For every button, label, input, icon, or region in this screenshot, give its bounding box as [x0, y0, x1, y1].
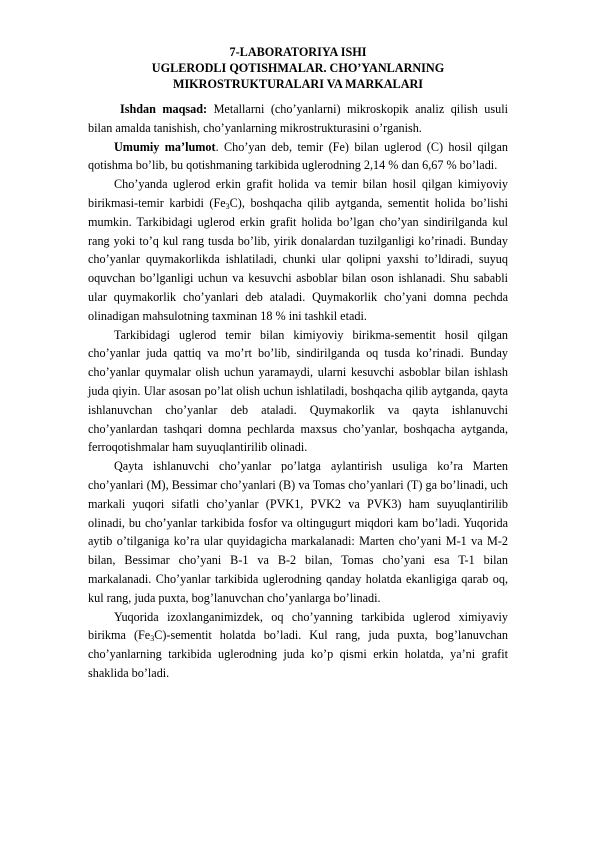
aim-text: Metallarni (cho’yanlarni) mikroskopik analiz qilish usuli bilan amalda tanishish, cho’yanlarning mikrostrukturasini o’rganish. [88, 102, 508, 135]
graphite-text-a: Cho’yanda uglerod erkin grafit holida va temir bilan hosil qilgan kimiyoviy birikmasi-temir karbidi (Fe [88, 177, 508, 210]
paragraph-white-iron [88, 608, 508, 683]
subscript: 3 [225, 201, 230, 211]
general-info-label: Umumiy ma’lumot [114, 139, 216, 154]
white-iron-text-a: Yuqorida izoxlanganimizdek, oq cho’yanning tarkibida uglerod ximiyaviy birikma (Fe [88, 609, 508, 643]
paragraph-grades: Qayta ishlanuvchi cho’yanlar po’latga aylantirish usuliga ko’ra Marten cho’yanlari (M), Bessimar cho’yanlari (B) va Tomas cho’yanlari (T) ga bo’linadi, uch markali yuqori sifatli cho’yanlar (PVK1, PVK2 va PVK3) ham suyuqlantirilib olinadi, bu cho’yanlar tarkibida fosfor va oltingugurt miqdori kam bo’ladi. Yuqorida aytib o’tilganiga ko’ra ular quyidagicha markalanadi: Marten cho’yani M-1 va M-2 bilan, Bessimar cho’yani B-1 va B-2 bilan, Tomas cho’yani esa T-1 bilan markalanadi. Cho’yanlar tarkibida uglerodning qanday holatda ekanligiga qarab oq, kul rang, juda puxta, bog’lanuvchan cho’yanlarga bo’linadi. [88, 459, 508, 605]
topic-title-line-1: UGLERODLI QOTISHMALAR. CHO’YANLARNING [151, 61, 445, 75]
document-body [88, 100, 508, 683]
graphite-text-b: C), boshqacha qilib aytganda, sementit holida bo’lishi mumkin. Tarkibidagi uglerod erkin grafit holida bo’lgan cho’yan sindirilganda kul rang yoki to’q kul rang tusda bo’lib, yirik donalardan tuzilganligi ko’rinadi. Bunday cho’yanlar quymakorlikda ishlatiladi, chunki ular qolipni yaxshi to’ldiradi, suyuq oquvchan bo’lganligi uchun va kesuvchi asboblar bilan oson ishlanadi. Shu sababli ular quymakorlik cho’yanlari deb ataladi. Quymakorlik cho’yani domna pechda olinadigan mahsulotning taxminan 18 % ini tashkil etadi. [88, 195, 508, 323]
general-info-text: . Cho’yan deb, temir (Fe) bilan uglerod (C) hosil qilgan qotishma bo’lib, bu qotishmaning tarkibida uglerodning 2,14 % dan 6,67 % bo’ladi. [88, 139, 508, 173]
white-iron-text-b: C)-sementit holatda bo’ladi. Kul rang, juda puxta, bog’lanuvchan cho’yanlarning tarkibida uglerodning juda ko’p qismi erkin holatda, ya’ni grafit shaklida bo’ladi. [88, 628, 508, 680]
lab-number-title: 7-LABORATORIYA ISHI [229, 45, 367, 59]
subscript: 3 [150, 634, 155, 644]
aim-label: Ishdan maqsad: [120, 102, 208, 116]
paragraph-graphite [88, 175, 508, 325]
title-block [0, 44, 596, 92]
paragraph-aim [88, 100, 508, 138]
paragraph-general-info [88, 138, 508, 176]
topic-title-line-2: MIKROSTRUKTURALARI VA MARKALARI [172, 77, 424, 91]
paragraph-cementite: Tarkibidagi uglerod temir bilan kimiyoviy birikma-sementit hosil qilgan cho’yanlar juda qattiq va mo’rt bo’lib, sindirilganda oq tusda ko’rinadi. Bunday cho’yanlar quymalar olish uchun yaramaydi, ularni kesuvchi asboblar bilan ishlash juda qiyin. Ular asosan po’lat olish uchun ishlatiladi, boshqacha qilib aytganda, qayta ishlanuvchan cho’yanlar deb ataladi. Quymakorlik va qayta ishlanuvchi cho’yanlardan tashqari domna pechlarda maxsus cho’yanlar, boshqacha aytganda, ferroqotishmalar ham suyuqlantirilib olinadi. [88, 327, 508, 455]
